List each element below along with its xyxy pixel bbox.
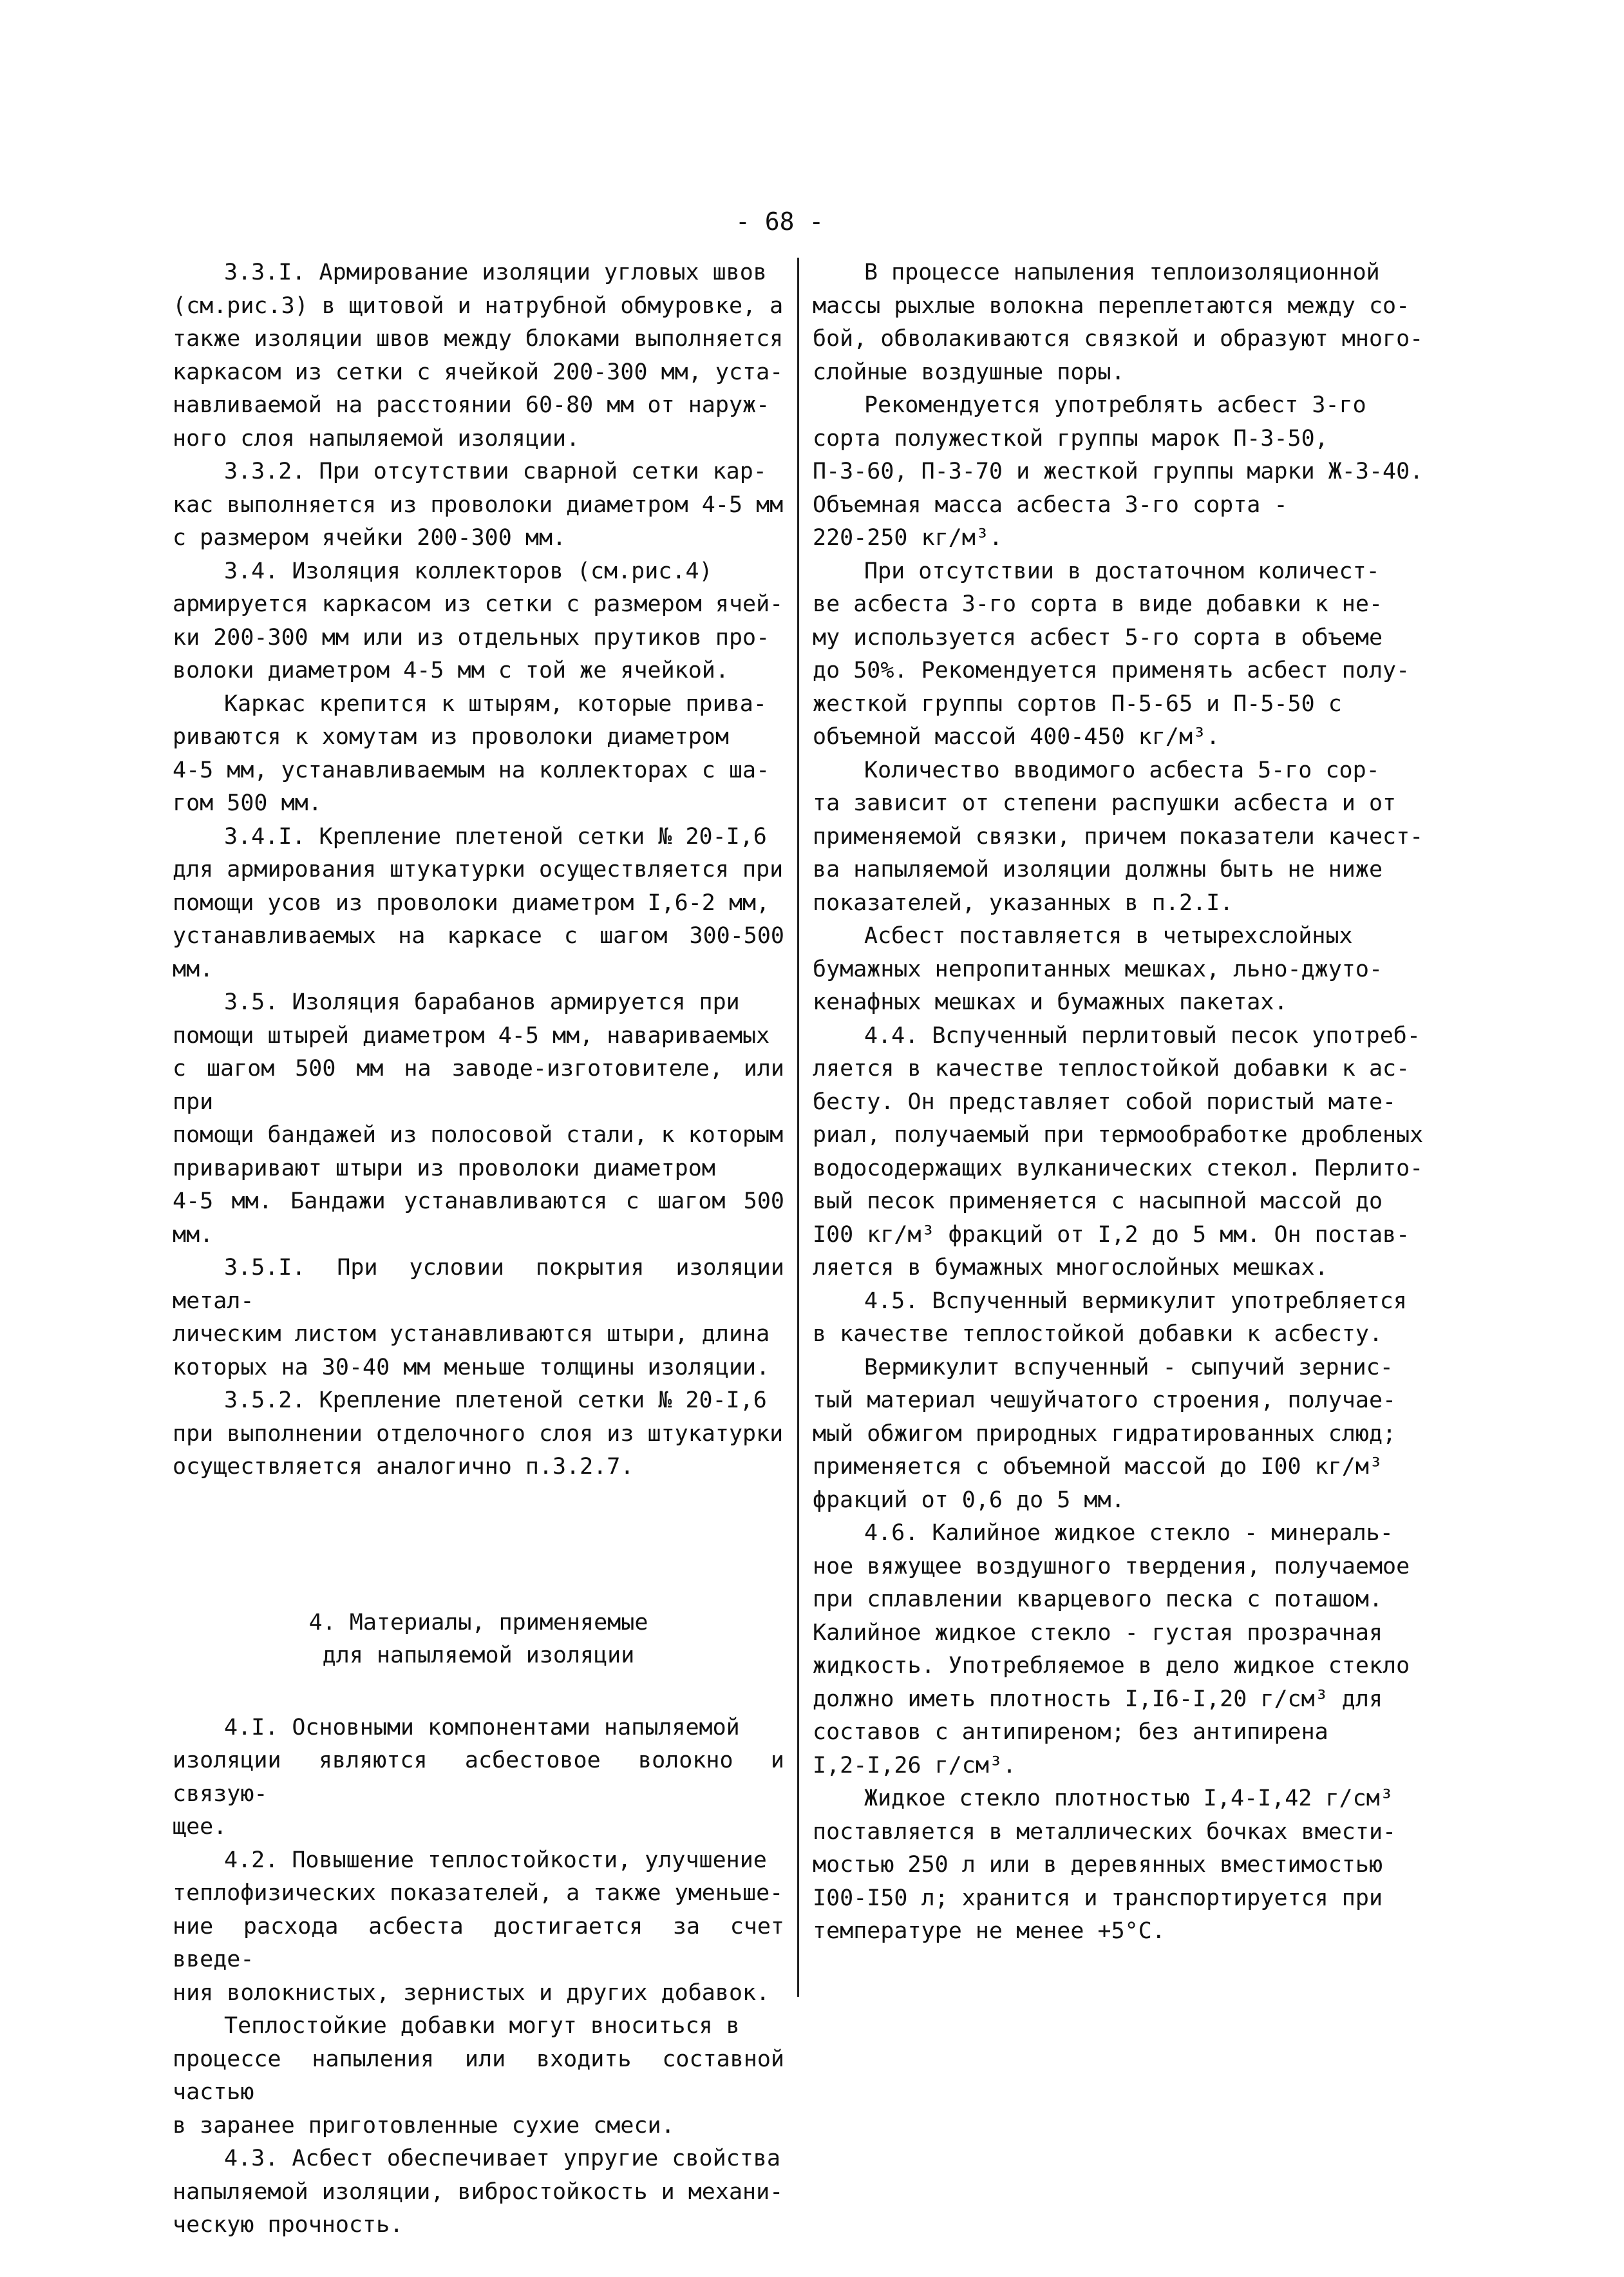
paragraph-3-3-2: 3.3.2. При отсутствии сварной сетки кар- кас выполняется из проволоки диаметром 4-5 мм с размером ячейки 200-300 мм. [173, 459, 784, 551]
paragraph-3-5-1: 3.5.I. При условии покрытия изоляции метал- лическим листом устанавливаются штыри, длина которых на 30-40 мм меньше толщины изоляции. [173, 1255, 784, 1380]
paragraph-4-3: 4.3. Асбест обеспечивает упругие свойства напыляемой изоляции, вибростойкость и механи- ческую прочность. [173, 2146, 784, 2238]
section-spacer [173, 1484, 784, 1606]
paragraph-4-6: 4.6. Калийное жидкое стекло - минераль- ное вяжущее воздушного твердения, получаемое при сплавлении кварцевого песка с поташом. Калийное жидкое стекло - густая прозрачная жидкость. Употребляемое в дело жидкое стекло должно иметь плотность I,I6-I,20 г/см³ для составов с антипиреном; без антипирена I,2-I,26 г/см³. [813, 1520, 1410, 1778]
paragraph-4-5: 4.5. Вспученный вермикулит употребляется в качестве теплостойкой добавки к асбесту. [813, 1288, 1407, 1347]
right-column [813, 256, 1450, 1948]
paragraph-asbestos-grade-5: При отсутствии в достаточном количест- ве асбеста 3-го сорта в виде добавки к не- му используется асбест 5-го сорта в объеме до 50%. Рекомендуется применять асбест полу- жесткой группы сортов П-5-65 и П-5-50 с объемной массой 400-450 кг/м³. [813, 558, 1410, 750]
paragraph-4-2: 4.2. Повышение теплостойкости, улучшение теплофизических показателей, а также уменьше- ние расхода асбеста достигается за счет введе- ния волокнистых, зернистых и других добавок. [173, 1847, 784, 2006]
paragraph-4-1: 4.I. Основными компонентами напыляемой изоляции являются асбестовое волокно и связую- щее. [173, 1714, 784, 1840]
paragraph-heat-additives: Теплостойкие добавки могут вноситься в процессе напыления или входить составной частью в заранее приготовленные сухие смеси. [173, 2013, 784, 2139]
heading-spacer [173, 1673, 784, 1711]
paragraph-3-5-2: 3.5.2. Крепление плетеной сетки № 20-I,6 при выполнении отделочного слоя из штукатурки осуществляется аналогично п.3.2.7. [173, 1387, 784, 1480]
paragraph-liquid-glass-supply: Жидкое стекло плотностью I,4-I,42 г/см³ поставляется в металлических бочках вмести- мостью 250 л или в деревянных вместимостью I00-I50 л; хранится и транспортируется при температуре не менее +5°С. [813, 1786, 1397, 1944]
paragraph-vermiculite: Вермикулит вспученный - сыпучий зернис- тый материал чешуйчатого строения, получае- мый обжигом природных гидратированных слюд; применяется с объемной массой до I00 кг/м³ фракций от 0,6 до 5 мм. [813, 1354, 1397, 1513]
column-divider [797, 258, 799, 1997]
paragraph-3-4: 3.4. Изоляция коллекторов (см.рис.4) армируется каркасом из сетки с размером ячей- ки 200-300 мм или из отдельных прутиков про- волоки диаметром 4-5 мм с той же ячейкой. [173, 558, 784, 683]
paragraph-asbestos-packaging: Асбест поставляется в четырехслойных бумажных непропитанных мешках, льно-джуто- кенафных мешках и бумажных пакетах. [813, 923, 1383, 1015]
paragraph-3-5: 3.5. Изоляция барабанов армируется при помощи штырей диаметром 4-5 мм, навариваемых с шагом 500 мм на заводе-изготовителе, или при помощи бандажей из полосовой стали, к которым приваривают штыри из проволоки диаметром 4-5 мм. Бандажи устанавливаются с шагом 500 мм. [173, 989, 784, 1248]
paragraph-3-4-1: 3.4.I. Крепление плетеной сетки № 20-I,6 для армирования штукатурки осуществляется при помощи усов из проволоки диаметром I,6-2 мм, устанавливаемых на каркасе с шагом 300-500 мм. [173, 823, 784, 982]
paragraph-spraying-process: В процессе напыления теплоизоляционной массы рыхлые волокна переплетаются между со- бой, обволакиваются связкой и образуют много- слойные воздушные поры. [813, 260, 1424, 385]
page-number: - 68 - [735, 207, 824, 236]
section-heading: 4. Материалы, применяемые для напыляемой изоляции [308, 1609, 648, 1668]
paragraph-asbestos-quantity: Количество вводимого асбеста 5-го сор- та зависит от степени распушки асбеста и от применяемой связки, причем показатели качест- ва напыляемой изоляции должны быть не ниже показателей, указанных в п.2.I. [813, 757, 1424, 916]
paragraph-frame-mounting: Каркас крепится к штырям, которые прива- риваются к хомутам из проволоки диаметром 4-5 мм, устанавливаемым на коллекторах с ша- гом 500 мм. [173, 691, 770, 816]
left-column [173, 256, 784, 2242]
paragraph-3-3-1: 3.3.I. Армирование изоляции угловых швов (см.рис.3) в щитовой и натрубной обмуровке, а также изоляции швов между блоками выполняется каркасом из сетки с ячейкой 200-300 мм, уста- навливаемой на расстоянии 60-80 мм от наруж- ного слоя напыляемой изоляции. [173, 260, 784, 452]
paragraph-asbestos-grade-3: Рекомендуется употреблять асбест 3-го сорта полужесткой группы марок П-3-50, П-3-60, П-3-70 и жесткой группы марки Ж-3-40. Объемная масса асбеста 3-го сорта - 220-250 кг/м³. [813, 392, 1424, 551]
paragraph-4-4: 4.4. Вспученный перлитовый песок употреб- ляется в качестве теплостойкой добавки к ас- бесту. Он представляет собой пористый мате- риал, получаемый при термообработке дробленых водосодержащих вулканических стекол. Перлито- вый песок применяется с насыпной массой до I00 кг/м³ фракций от I,2 до 5 мм. Он постав- ляется в бумажных многослойных мешках. [813, 1022, 1424, 1281]
